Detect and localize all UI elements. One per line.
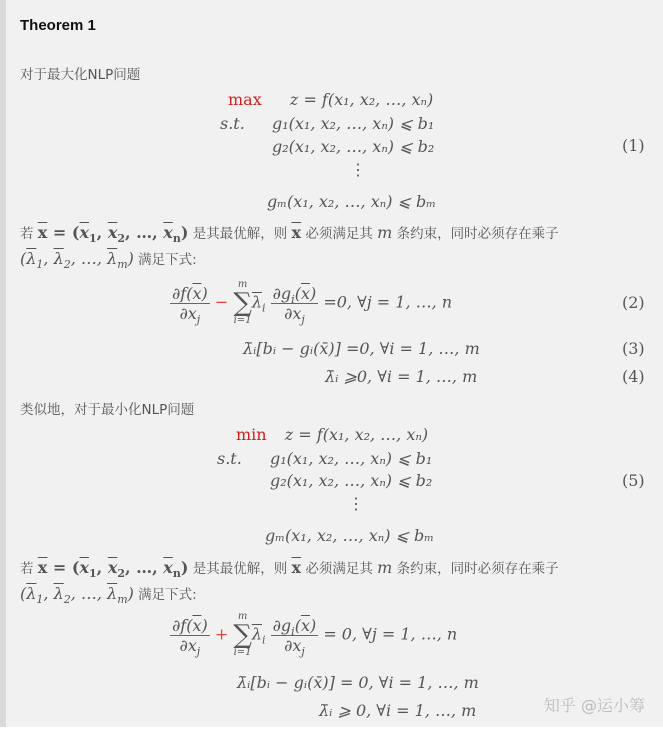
constraint-m: gₘ(x₁, x₂, …, xₙ) ⩽ bₘ: [265, 526, 435, 545]
min-keyword: min: [236, 425, 267, 444]
constraint-m: gₘ(x₁, x₂, …, xₙ) ⩽ bₘ: [267, 192, 437, 211]
plus-operator: +: [214, 624, 229, 644]
max-keyword: max: [228, 90, 262, 109]
equation-number-2: (2): [622, 293, 645, 312]
st-label: s.t.: [220, 114, 245, 133]
min-problem-intro: 类似地，对于最小化NLP问题: [20, 402, 195, 418]
theorem-title: Theorem 1: [20, 17, 96, 34]
optimal-condition-line-1: 若 $\overline{x} = (\overline{x}_1$, $\overline{x}_2$, …, $\overline{x}_n$) 是其最优解，则 $\overline{x}$ 必须满足其 m 条约束，同时必须存在乘子: [20, 223, 559, 246]
zhihu-watermark: 知乎 @运小筹: [543, 696, 645, 715]
constraint-1: g₁(x₁, x₂, …, xₙ) ⩽ b₁: [270, 449, 433, 468]
kkt-complementary-min: λ̄ᵢ[bᵢ − gᵢ(x̄)] = 0, ∀i = 1, …, m: [237, 673, 479, 692]
vdots: ⋮: [350, 160, 366, 179]
objective-expression: z = f(x₁, x₂, …, xₙ): [284, 425, 429, 444]
kkt-nonneg-min: λ̄ᵢ ⩾ 0, ∀i = 1, …, m: [319, 701, 477, 720]
equation-number-3: (3): [622, 339, 645, 358]
st-label: s.t.: [217, 449, 242, 468]
min-objective-row: [236, 425, 428, 444]
constraint-1: g₁(x₁, x₂, …, xₙ) ⩽ b₁: [272, 114, 435, 133]
max-objective-row: [228, 90, 433, 109]
constraint-2: g₂(x₁, x₂, …, xₙ) ⩽ b₂: [272, 137, 435, 156]
objective-expression: z = f(x₁, x₂, …, xₙ): [289, 90, 434, 109]
max-problem-intro: 对于最大化NLP问题: [20, 67, 141, 83]
equation-number-4: (4): [622, 367, 645, 386]
optimal-condition-line-1: 若 $\overline{x} = (\overline{x}_1$, $\overline{x}_2$, …, $\overline{x}_n$) 是其最优解，则 $\overline{x}$ 必须满足其 m 条约束，同时必须存在乘子: [20, 558, 559, 581]
equation-number-5: (5): [622, 471, 645, 490]
equation-number-1: (1): [622, 136, 645, 155]
kkt-equation-2: $\frac{\partial f(\overline{x})}{\partial x_j}$ − m ∑ i=1 $\overline{\lambda}_i$ $\frac{\partial g_i(\overline{x})}{\partial x_j}$ =0, ∀j = 1, …, n: [172, 279, 453, 326]
kkt-equation-3: λ̄ᵢ[bᵢ − gᵢ(x̄)] =0, ∀i = 1, …, m: [243, 339, 480, 358]
kkt-equation-4: λ̄ᵢ ⩾0, ∀i = 1, …, m: [325, 367, 478, 386]
constraint-2: g₂(x₁, x₂, …, xₙ) ⩽ b₂: [270, 471, 433, 490]
kkt-equation-min: $\frac{\partial f(\overline{x})}{\partial x_j}$ + m ∑ i=1 $\overline{\lambda}_i$ $\frac{\partial g_i(\overline{x})}{\partial x_j}$ = 0, ∀j = 1, …, n: [172, 611, 458, 658]
vdots: ⋮: [348, 494, 364, 513]
optimal-condition-line-2: ($\overline{\lambda}_1$, $\overline{\lambda}_2$, …, $\overline{\lambda}_m$) 满足下式:: [20, 249, 197, 272]
minus-operator: −: [214, 292, 229, 312]
optimal-condition-line-2: ($\overline{\lambda}_1$, $\overline{\lambda}_2$, …, $\overline{\lambda}_m$) 满足下式:: [20, 584, 197, 607]
